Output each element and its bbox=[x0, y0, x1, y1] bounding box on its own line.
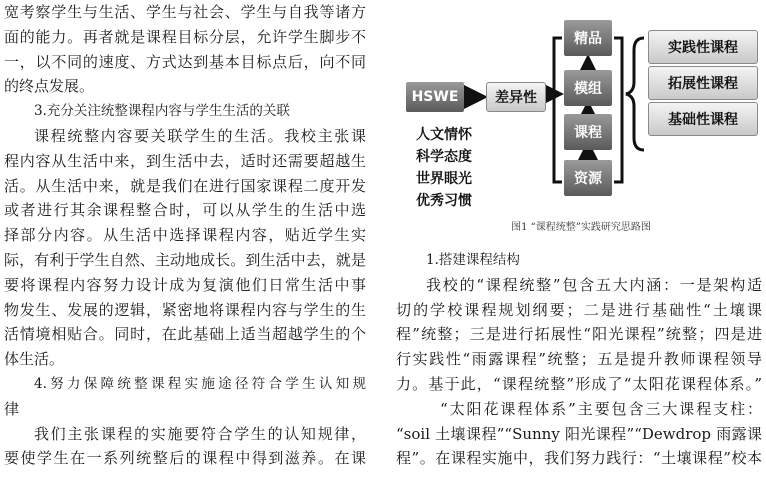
text-line: 我们主张课程的实施要符合学生的认知规律， bbox=[34, 424, 366, 443]
text-line: 课程统整内容要关联学生的生活。我校主张课 bbox=[34, 126, 366, 145]
curly-brace bbox=[626, 38, 644, 150]
text-line: 切的学校课程规划纲要；二是进行基础性“土壤课 bbox=[396, 300, 762, 319]
text-line: 律 bbox=[4, 399, 20, 418]
resource-box: 资源 bbox=[564, 160, 612, 196]
right-column bbox=[396, 248, 762, 471]
text-line: 择部分内容。从生活中选择课程内容，贴近学生实 bbox=[4, 226, 366, 245]
section-heading-3: 3.充分关注统整课程内容与学生生活的关联 bbox=[34, 103, 290, 120]
text-line: 或者进行其余课程整合时，可以从学生的生活中选 bbox=[4, 201, 366, 220]
research-diagram bbox=[400, 16, 764, 212]
text-line: 要使学生在一系列统整后的课程中得到滋养。在课 bbox=[4, 449, 366, 468]
text-line: 物发生、发展的逻辑，紧密地将课程内容与学生的生 bbox=[4, 300, 366, 319]
text-line: 程”统整；三是进行拓展性“阳光课程”统整；四是进 bbox=[396, 325, 762, 344]
text-line: “soil 土壤课程”“Sunny 阳光课程”“Dewdrop 雨露课 bbox=[396, 424, 762, 443]
text-line: 程内容从生活中来，到生活中去，适时还需要超越生 bbox=[4, 151, 366, 170]
trait-item: 科学态度 bbox=[416, 149, 472, 165]
text-line: 力。基于此，“课程统整”形成了“太阳花课程体系。” bbox=[396, 374, 762, 393]
section-heading-1: 1.搭建课程结构 bbox=[426, 252, 520, 268]
section-heading-4: 4.努力保障统整课程实施途径符合学生认知规 bbox=[34, 375, 366, 392]
text-line: 际，有利于学生自然、主动地成长。到生活中去，就是 bbox=[4, 250, 366, 269]
expand-course-box: 拓展性课程 bbox=[648, 66, 758, 100]
text-line: 行实践性“雨露课程”统整；五是提升教师课程领导 bbox=[396, 350, 762, 369]
text-line: 一，以不同的速度、方式达到基本目标点后，向不同 bbox=[4, 52, 366, 71]
diff-box: 差异性 bbox=[486, 82, 546, 112]
text-line: 体生活。 bbox=[4, 350, 65, 369]
stack-bracket-left bbox=[554, 38, 562, 182]
module-box: 模组 bbox=[564, 70, 612, 106]
text-line: 的终点发展。 bbox=[4, 77, 95, 96]
text-line: 面的能力。再者就是课程目标分层，允许学生脚步不 bbox=[4, 27, 366, 46]
basic-course-box: 基础性课程 bbox=[648, 102, 758, 136]
trait-item: 人文情怀 bbox=[416, 127, 472, 143]
trait-item: 世界眼光 bbox=[416, 171, 472, 187]
text-line: 要将课程内容努力设计成为复演他们日常生活中事 bbox=[4, 275, 366, 294]
left-column bbox=[4, 0, 366, 471]
practice-course-box: 实践性课程 bbox=[648, 30, 758, 64]
text-line: 我校的“课程统整”包含五大内涵：一是架构适 bbox=[426, 275, 762, 294]
text-line: 活情境相贴合。同时，在此基础上适当超越学生的个 bbox=[4, 325, 366, 344]
figure-caption: 图1 “课程统整”实践研究思路图 bbox=[511, 222, 651, 233]
course-box: 课程 bbox=[564, 114, 612, 150]
hswe-box: HSWE bbox=[406, 82, 464, 112]
fine-box: 精品 bbox=[564, 20, 612, 56]
text-line: 宽考察学生与生活、学生与社会、学生与自我等诸方 bbox=[4, 3, 366, 21]
trait-item: 优秀习惯 bbox=[416, 193, 472, 209]
traits-list bbox=[416, 124, 472, 212]
stack-bracket-right bbox=[614, 38, 622, 182]
text-line: 活。从生活中来，就是我们在进行国家课程二度开发 bbox=[4, 176, 366, 195]
text-line: “太阳花课程体系”主要包含三大课程支柱： bbox=[440, 399, 762, 418]
text-line: 程”。在课程实施中，我们努力践行：“土壤课程”校本 bbox=[396, 449, 762, 468]
